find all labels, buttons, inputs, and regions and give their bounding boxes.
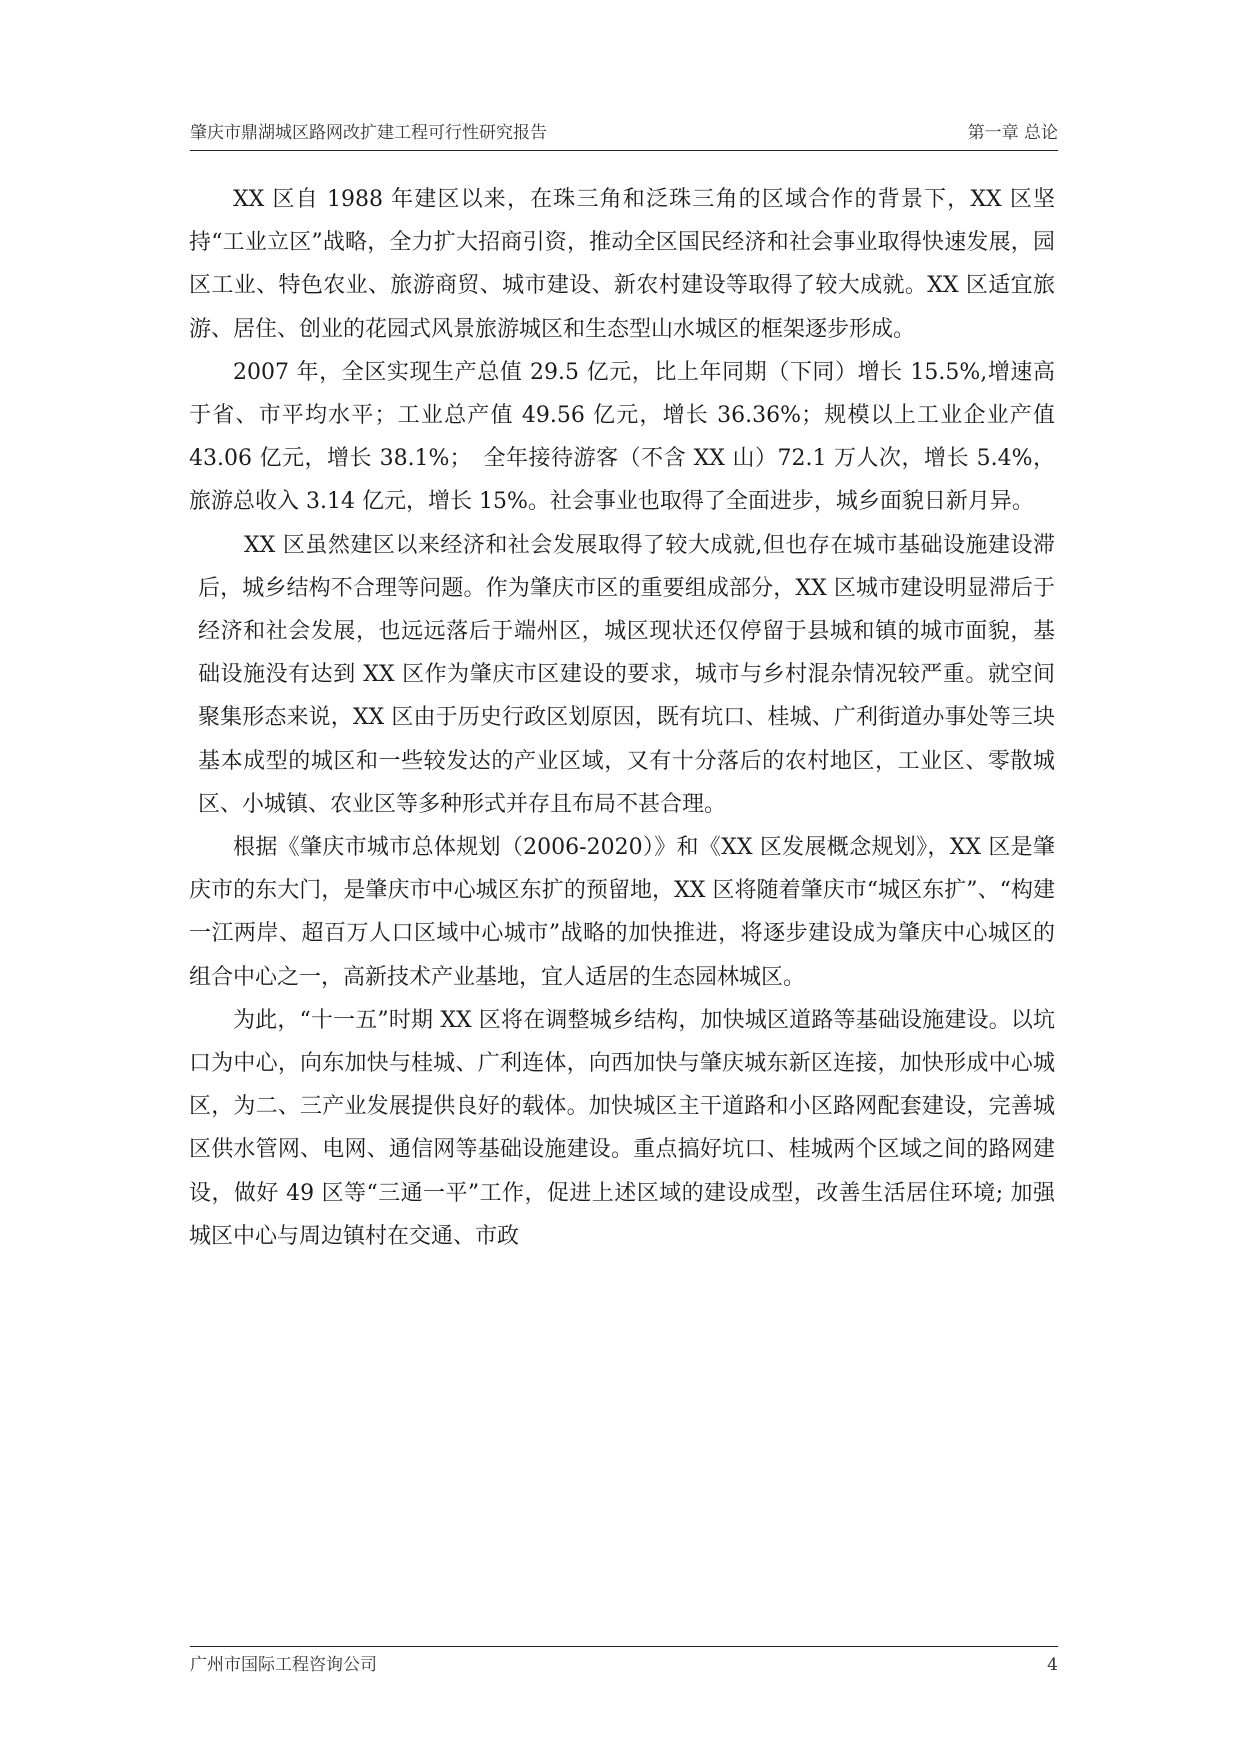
paragraph-district-overview: XX 区自 1988 年建区以来，在珠三角和泛珠三角的区域合作的背景下，XX 区坚持“工业立区”战略，全力扩大招商引资，推动全区国民经济和社会事业取得快速发展，园区工业、特色农业、旅游商贸、城市建设、新农村建设等取得了较大成就。XX 区适宜旅游、居住、创业的花园式风景旅游城区和生态型山水城区的框架逐步形成。 bbox=[189, 187, 1055, 342]
header-divider bbox=[190, 150, 1058, 151]
page-footer bbox=[190, 1651, 1058, 1679]
paragraph-eleventh-five-year-plan: 为此，“十一五”时期 XX 区将在调整城乡结构，加快城区道路等基础设施建设。以坑口为中心，向东加快与桂城、广利连体，向西加快与肇庆城东新区连接，加快形成中心城区，为二、三产业发展提供良好的载体。加快城区主干道路和小区路网配套建设，完善城区供水管网、电网、通信网等基础设施建设。重点搞好坑口、桂城两个区域之间的路网建设，做好 49 区等“三通一平”工作，促进上述区域的建设成型，改善生活居住环境; 加强城区中心与周边镇村在交通、市政 bbox=[189, 1007, 1055, 1249]
page-number: 4 bbox=[1047, 1655, 1058, 1675]
paragraph-2007-economy: 2007 年，全区实现生产总值 29.5 亿元，比上年同期（下同）增长 15.5%,增速高于省、市平均水平；工业总产值 49.56 亿元，增长 36.36%；规模以上工业企业产值 43.06 亿元，增长 38.1%； 全年接待游客（不含 XX 山）72.1 万人次，增长 5.4%，旅游总收入 3.14 亿元，增长 15%。社会事业也取得了全面进步，城乡面貌日新月异。 bbox=[189, 359, 1055, 515]
report-title: 肇庆市鼎湖城区路网改扩建工程可行性研究报告 bbox=[190, 123, 547, 143]
chapter-title: 第一章 总论 bbox=[967, 123, 1058, 143]
footer-divider bbox=[190, 1646, 1058, 1647]
page-header bbox=[190, 119, 1058, 147]
company-name: 广州市国际工程咨询公司 bbox=[190, 1655, 377, 1675]
paragraph-development-problems: XX 区虽然建区以来经济和社会发展取得了较大成就,但也存在城市基础设施建设滞后，城乡结构不合理等问题。作为肇庆市区的重要组成部分，XX 区城市建设明显滞后于经济和社会发展，也远远落后于端州区，城区现状还仅停留于县城和镇的城市面貌，基础设施没有达到 XX 区作为肇庆市区建设的要求，城市与乡村混杂情况较严重。就空间聚集形态来说，XX 区由于历史行政区划原因，既有坑口、桂城、广利街道办事处等三块基本成型的城区和一些较发达的产业区域，又有十分落后的农村地区，工业区、零散城区、小城镇、农业区等多种形式并存且布局不甚合理。 bbox=[198, 532, 1055, 817]
paragraph-planning-basis: 根据《肇庆市城市总体规划（2006-2020）》和《XX 区发展概念规划》，XX 区是肇庆市的东大门，是肇庆市中心城区东扩的预留地，XX 区将随着肇庆市“城区东扩”、“构建一江两岸、超百万人口区域中心城市”战略的加快推进，将逐步建设成为肇庆中心城区的组合中心之一，高新技术产业基地，宜人适居的生态园林城区。 bbox=[189, 835, 1055, 990]
document-body bbox=[189, 178, 1055, 1258]
